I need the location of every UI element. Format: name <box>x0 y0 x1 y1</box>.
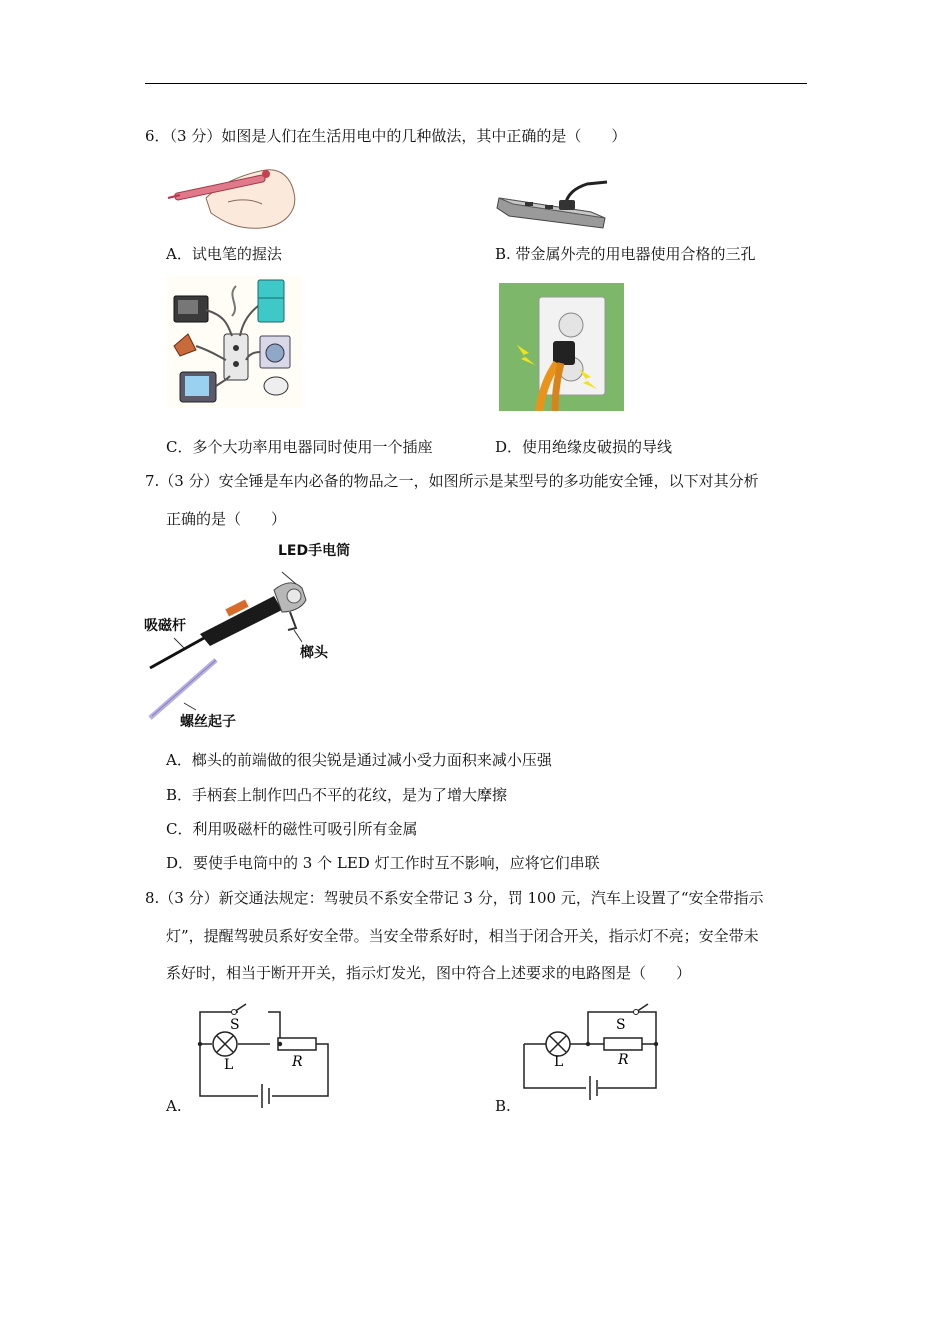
q8a-switch-label: S <box>230 1017 240 1033</box>
q6-image-c-overloaded-socket <box>166 276 302 408</box>
q8a-resistor-label: R <box>292 1054 303 1070</box>
header-rule <box>145 83 807 84</box>
q8-stem-line2: 灯”，提醒驾驶员系好安全带。当安全带系好时，相当于闭合开关，指示灯不亮；安全带未 <box>166 927 759 945</box>
q7-label-hammer: 榔头 <box>300 645 328 661</box>
q7-label-screwdriver: 螺丝起子 <box>180 714 236 730</box>
q7-option-c: C．利用吸磁杆的磁性可吸引所有金属 <box>166 820 418 838</box>
q8a-lamp-label: L <box>224 1057 234 1073</box>
q8-stem-line1: 8.（3 分）新交通法规定：驾驶员不系安全带记 3 分，罚 100 元，汽车上设置了“安全带指示 <box>145 889 764 907</box>
q6-image-d-damaged-wire <box>499 283 624 411</box>
q6-option-a: A．试电笔的握法 <box>166 245 282 263</box>
q6-option-b: B. 带金属外壳的用电器使用合格的三孔 <box>495 245 756 263</box>
q6-option-d: D．使用绝缘皮破损的导线 <box>495 438 673 456</box>
q8b-resistor-label: R <box>618 1052 629 1068</box>
q8-option-b: B. <box>495 1097 511 1115</box>
q8-circuit-b <box>520 994 670 1110</box>
q8-option-a: A. <box>166 1097 182 1115</box>
q7-figure-safety-hammer <box>144 538 364 730</box>
q8b-lamp-label: L <box>554 1054 564 1070</box>
q8-circuit-a <box>190 994 340 1110</box>
q8-stem-line3: 系好时，相当于断开开关，指示灯发光，图中符合上述要求的电路图是（ ） <box>166 964 692 982</box>
q6-stem: 6．（3 分）如图是人们在生活用电中的几种做法，其中正确的是（ ） <box>145 127 627 145</box>
q7-option-d: D．要使手电筒中的 3 个 LED 灯工作时互不影响，应将它们串联 <box>166 854 600 872</box>
q7-stem-line1: 7.（3 分）安全锤是车内必备的物品之一，如图所示是某型号的多功能安全锤，以下对其分析 <box>145 472 759 490</box>
q6-image-b-power-strip <box>495 172 609 230</box>
q8b-switch-label: S <box>616 1017 626 1033</box>
q7-label-magnet: 吸磁杆 <box>144 618 186 634</box>
q6-option-c: C．多个大功率用电器同时使用一个插座 <box>166 438 433 456</box>
q7-option-b: B．手柄套上制作凹凸不平的花纹，是为了增大摩擦 <box>166 786 508 804</box>
q6-image-a-tester-pen <box>166 158 304 232</box>
q7-option-a: A．榔头的前端做的很尖锐是通过减小受力面积来减小压强 <box>166 751 552 769</box>
q7-stem-line2: 正确的是（ ） <box>166 510 287 528</box>
q7-label-led: LED手电筒 <box>278 543 351 559</box>
